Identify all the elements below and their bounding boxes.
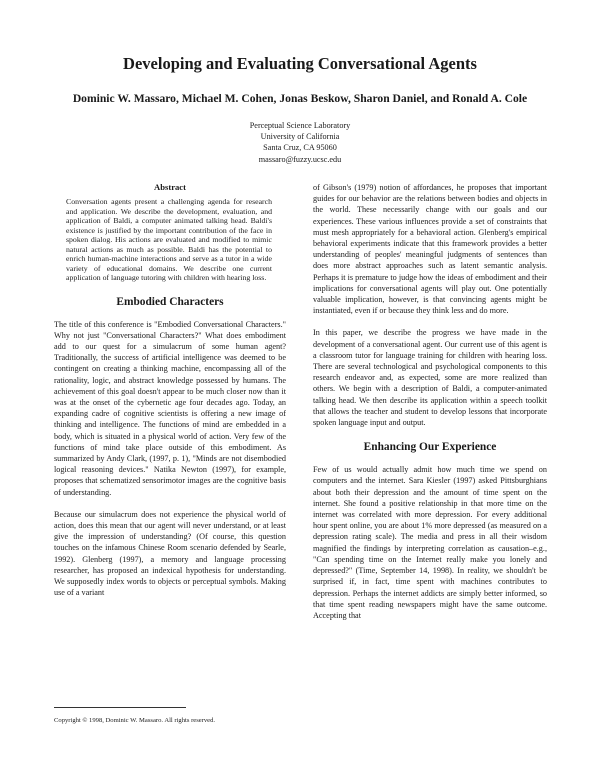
footnote-divider: [54, 707, 186, 708]
affiliation-block: [0, 120, 600, 165]
body-paragraph: of Gibson's (1979) notion of affordances, he proposes that important guides for our behavior are the relations between bodies and objects in the world. These necessarily change with our goals and our experiences. These various influences provide a set of constraints that must mesh appropriately for a behavioral action. Glenberg's empirical behavioral experiments indicate that this framework provides a better understanding of peoples' meaningful judgments of sentences than does more abstract approaches such as latent semantic analysis. Perhaps it is premature to judge how the ideas of embodiment and their implications for conversational agents will play out. One potentially valuable implication, however, is that convincing agents might be instantiated, even if or because they think less and do more.: [313, 183, 547, 316]
left-column: [54, 182, 286, 598]
abstract-text: Conversation agents present a challenging agenda for research and application. We describe the development, evaluation, and application of Baldi, a computer animated talking head. Baldi's existence is justified by the important contribution of the face in spoken dialog. His actions are evaluated and modified to mimic natural actions as much as possible. Baldi has the potential to enrich human-machine interactions and serve as a tutor in a wide variety of educational domains. We describe one current application of language tutoring with children with hearing loss.: [66, 197, 272, 282]
paper-title: Developing and Evaluating Conversational Agents: [123, 54, 477, 73]
affiliation-city: Santa Cruz, CA 95060: [263, 143, 337, 153]
right-column: [313, 182, 547, 621]
section-heading-enhancing-our-experience: Enhancing Our Experience: [363, 441, 497, 454]
author-list: Dominic W. Massaro, Michael M. Cohen, Jonas Beskow, Sharon Daniel, and Ronald A. Cole: [72, 92, 528, 105]
body-paragraph: Few of us would actually admit how much time we spend on computers and the internet. Sara Kiesler (1997) asked Pittsburghians about both their depression and the amount of time spent on the internet. She found a positive relationship in that more time on the internet was correlated with more depression. For every additional hour spent online, you are about 1% more depressed (as measured on a depression rating scale). The media and press in all their wisdom magnified the findings by interpreting correlation as causation–e.g., "Can spending time on the Internet really make you lonely and depressed?" (Time, September 14, 1998). In reality, we shouldn't be surprised if, in fact, time spent with machines contributes to depression. Perhaps the internet addicts are simply better informed, so that time spent reading newspapers might have the same outcome. Accepting that: [313, 465, 547, 620]
copyright-footnote: Copyright © 1998, Dominic W. Massaro. All rights reserved.: [54, 717, 216, 724]
affiliation-lab: Perceptual Science Laboratory: [249, 121, 351, 130]
affiliation-university: University of California: [260, 132, 340, 142]
body-paragraph: The title of this conference is "Embodied Conversational Characters." Why not just "Conversational Characters?" What does embodiment add to our quest for a simulacrum of some human agent? Traditionally, the success of artificial intelligence was deemed to be contingent on creating a thinking machine, encompassing all of the rationality, logic, and abstract knowledge possessed by humans. The achievement of this goal doesn't appear to be much closer now than it was at the onset of the cybernetic age four decades ago. Today, an expanding cadre of cognitive scientists is offering a new image of thinking and intelligence. The functions of mind are embedded in a body, which is situated in a physical world of action. Very few of the functions of mind take place outside of this embodiment. As summarized by Andy Clark, (1997, p. 1), "Minds are not disembodied logical reasoning devices." Natika Newton (1997), for example, proposes that schematized sensorimotor images are the cognitive basis of understanding.: [54, 319, 286, 497]
affiliation-email: massaro@fuzzy.ucsc.edu: [258, 154, 342, 164]
abstract-heading: Abstract: [154, 182, 186, 192]
body-paragraph: In this paper, we describe the progress we have made in the development of a conversational agent. Our current use of this agent is a classroom tutor for language training for children with hearing loss. There are several technological and psychological components to this research endeavor and, as expected, some are more realized than others. We begin with a description of Baldi, a computer-animated talking head. We then describe its application within a speech toolkit that allows the teacher and student to develop lessons that incorporate spoken language input and output.: [313, 328, 547, 428]
section-heading-embodied-characters: Embodied Characters: [116, 295, 224, 308]
body-paragraph: Because our simulacrum does not experience the physical world of action, does this mean that our agent will never understand, or at least give the impression of understanding? (Of course, this question touches on the infamous Chinese Room scenario defended by Searle, 1992). Glenberg (1997), a memory and language processing researcher, has proposed an indexical hypothesis for understanding. We supposedly index words to objects or perceptual symbols. Making use of a variant: [54, 509, 286, 598]
